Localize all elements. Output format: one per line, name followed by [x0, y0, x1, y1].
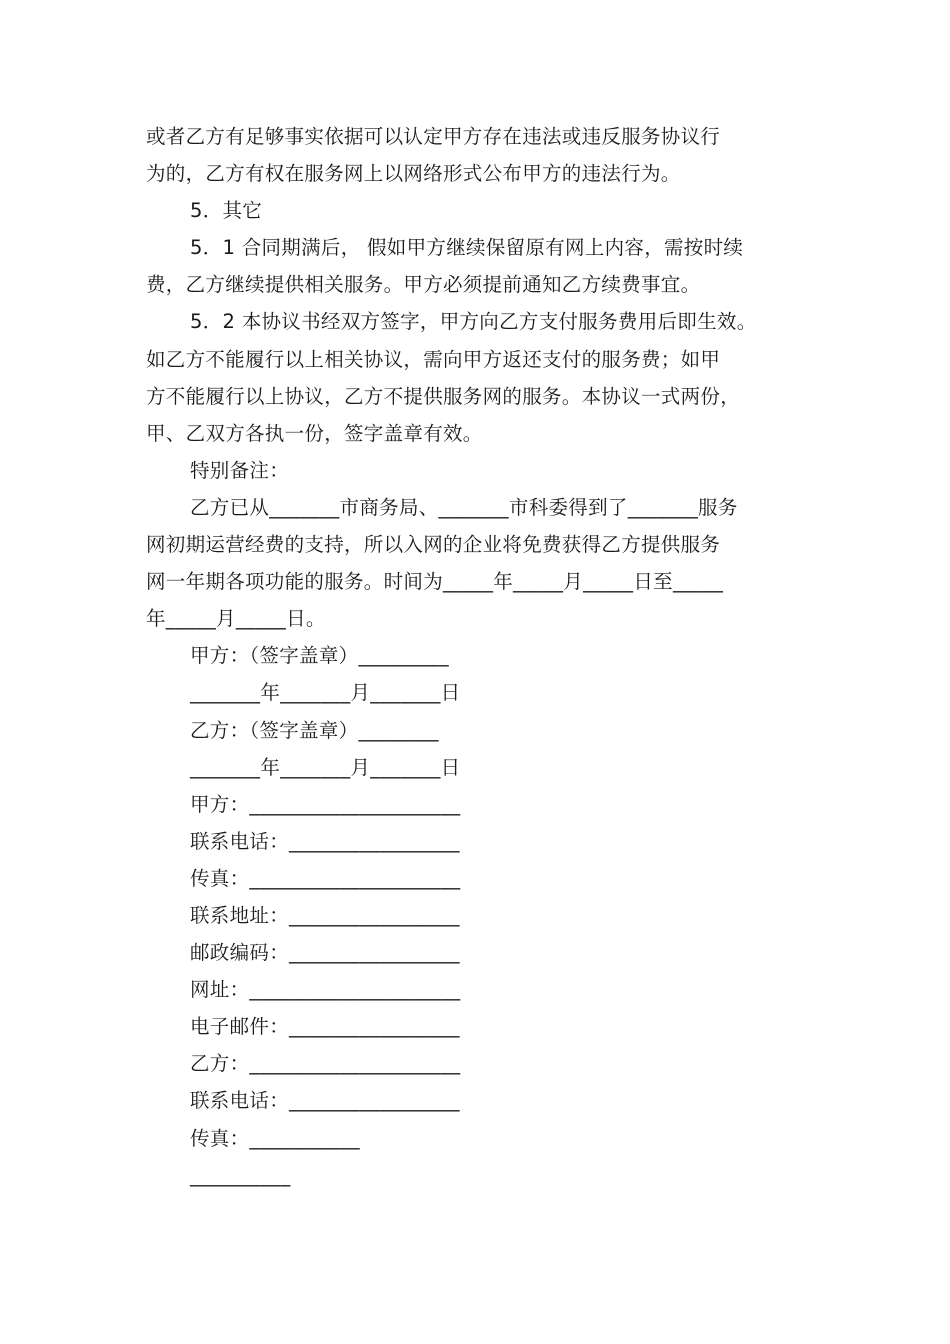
party-a-address-field: 联系地址：_________________	[190, 903, 460, 927]
party-a-signature-field: 甲方：（签字盖章）_________	[190, 644, 449, 668]
special-note-line: 网一年期各项功能的服务。时间为_____年_____月_____日至_____	[146, 570, 724, 594]
paragraph-line: 或者乙方有足够事实依据可以认定甲方存在违法或违反服务协议行	[146, 125, 721, 148]
special-note-heading: 特别备注：	[190, 458, 290, 482]
party-b-phone-field: 联系电话：_________________	[190, 1089, 460, 1113]
trailing-blank-field: __________	[190, 1163, 291, 1187]
party-b-signature-field: 乙方：（签字盖章）________	[190, 718, 439, 742]
party-a-phone-field: 联系电话：_________________	[190, 829, 460, 853]
paragraph-line: 费，乙方继续提供相关服务。甲方必须提前通知乙方续费事宜。	[146, 273, 701, 297]
paragraph-line: 方不能履行以上协议，乙方不提供服务网的服务。本协议一式两份，	[146, 384, 741, 408]
clause-5-1: 5．1 合同期满后， 假如甲方继续保留原有网上内容，需按时续	[190, 236, 744, 260]
paragraph-line: 为的，乙方有权在服务网上以网络形式公布甲方的违法行为。	[146, 162, 681, 186]
special-note-line: 网初期运营经费的支持，所以入网的企业将免费获得乙方提供服务	[146, 533, 721, 557]
party-b-name-field: 乙方：_____________________	[190, 1052, 461, 1076]
paragraph-line: 如乙方不能履行以上相关协议，需向甲方返还支付的服务费；如甲	[146, 347, 721, 371]
party-a-postcode-field: 邮政编码：_________________	[190, 941, 460, 965]
clause-5-2: 5．2 本协议书经双方签字，甲方向乙方支付服务费用后即生效。	[190, 310, 757, 334]
special-note-line: 乙方已从_______市商务局、_______市科委得到了_______服务	[190, 495, 738, 519]
party-a-fax-field: 传真：_____________________	[190, 866, 461, 890]
paragraph-line: 甲、乙双方各执一份，签字盖章有效。	[146, 421, 483, 445]
party-b-fax-field: 传真：___________	[190, 1126, 360, 1150]
special-note-line: 年_____月_____日。	[146, 607, 326, 631]
document-body	[146, 118, 826, 1194]
party-b-date-field: _______年_______月_______日	[190, 755, 461, 779]
party-a-date-field: _______年_______月_______日	[190, 681, 461, 705]
section-heading: 5．其它	[190, 199, 263, 223]
party-a-email-field: 电子邮件：_________________	[190, 1015, 460, 1039]
party-a-website-field: 网址：_____________________	[190, 978, 461, 1002]
party-a-name-field: 甲方：_____________________	[190, 792, 461, 816]
